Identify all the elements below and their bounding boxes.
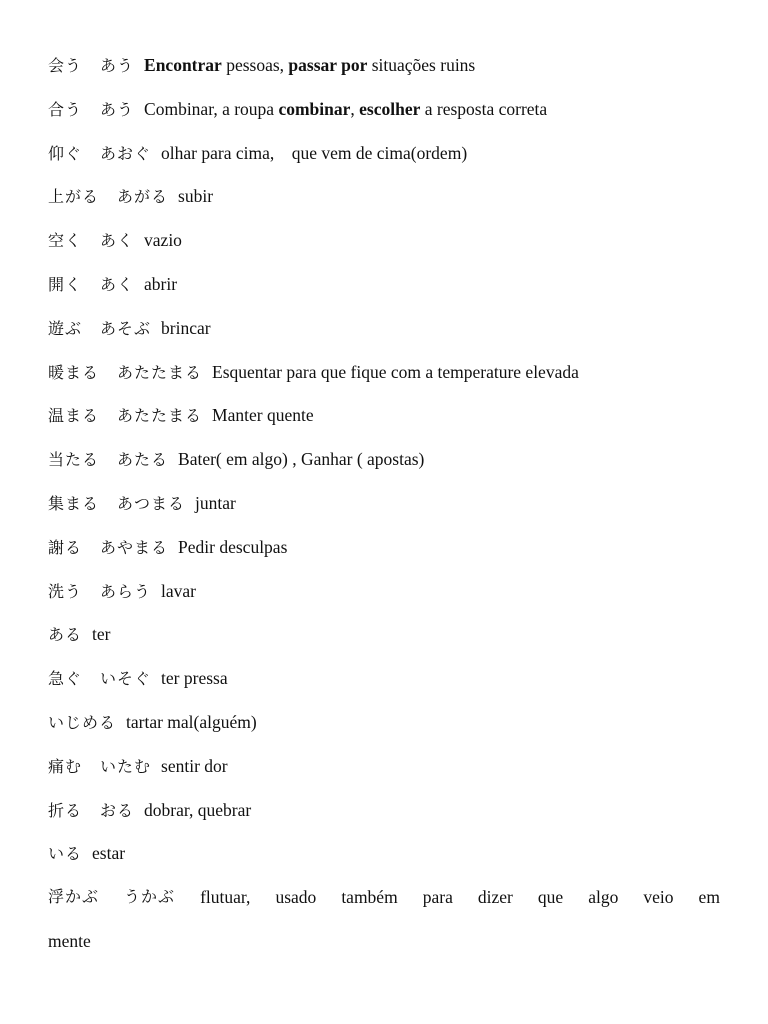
entry-kana: あやまる — [100, 537, 169, 557]
vocab-entry — [48, 707, 720, 751]
meaning-emphasis: escolher — [359, 98, 421, 119]
meaning-text: pessoas, — [221, 55, 289, 75]
entry-kana: あく — [100, 274, 135, 294]
entry-meaning: brincar — [161, 317, 211, 338]
meaning-word: que — [537, 887, 564, 908]
entry-meaning: Bater( em algo) , Ganhar ( apostas) — [178, 449, 425, 470]
meaning-text: Combinar, a roupa — [144, 98, 279, 119]
entry-kana: あたたまる — [117, 362, 203, 382]
entry-kana: あおぐ — [100, 143, 152, 163]
meaning-word: em — [698, 887, 720, 908]
entry-kana: あう — [100, 56, 135, 75]
entry-kanji: 遊ぶ — [48, 318, 83, 338]
meaning-word: para — [422, 887, 453, 908]
vocab-entry — [48, 181, 720, 225]
meaning-text: situações ruins — [367, 55, 476, 75]
entry-meaning: Esquentar para que fique com a temperature elevada — [212, 361, 579, 382]
entry-kanji: 痛む — [48, 756, 83, 776]
vocab-entry — [48, 795, 720, 839]
vocab-entry — [48, 838, 720, 882]
entry-kana: あたる — [117, 450, 169, 470]
vocab-entry — [48, 444, 720, 488]
entry-kanji: 暖まる — [48, 362, 100, 382]
entry-meaning: subir — [178, 186, 214, 207]
entry-kana: あつまる — [117, 493, 186, 513]
vocab-entry — [48, 751, 720, 795]
vocab-entry — [48, 225, 720, 269]
entry-kanji: 合う — [48, 99, 83, 119]
vocab-entry — [48, 269, 720, 313]
vocab-entry — [48, 50, 720, 94]
entry-kana: おる — [100, 800, 135, 820]
entry-meaning: Pedir desculpas — [178, 536, 288, 557]
entry-kana: いそぐ — [100, 669, 152, 689]
entry-meaning: estar — [92, 843, 126, 864]
meaning-text: a resposta correta — [420, 98, 548, 119]
entry-kana: いる — [48, 844, 83, 864]
entry-meaning: abrir — [144, 273, 178, 294]
vocab-entry — [48, 882, 720, 970]
entry-meaning: tartar mal(alguém) — [126, 711, 257, 732]
entry-meaning: vazio — [144, 230, 182, 251]
entry-meaning: dobrar, quebrar — [144, 799, 252, 820]
entry-kanji: 浮かぶ — [48, 887, 100, 907]
entry-kanji: 温まる — [48, 406, 100, 426]
entry-kana: あう — [100, 99, 135, 119]
entry-kanji: 謝る — [48, 537, 83, 557]
entry-meaning: olhar para cima, que vem de cima(ordem) — [161, 142, 468, 163]
vocab-entry — [48, 663, 720, 707]
entry-meaning — [144, 99, 547, 119]
entry-kana: ある — [48, 625, 83, 645]
entry-kana: あく — [100, 231, 135, 251]
entry-meaning: ter pressa — [161, 668, 228, 689]
vocabulary-list — [48, 50, 720, 970]
meaning-word: usado — [275, 887, 317, 908]
entry-kana: いたむ — [100, 756, 152, 776]
entry-kanji: 上がる — [48, 187, 100, 207]
vocab-entry — [48, 619, 720, 663]
meaning-text: , — [350, 98, 360, 119]
entry-kanji: 会う — [48, 56, 83, 75]
vocab-entry — [48, 94, 720, 138]
entry-kana: あがる — [117, 187, 169, 207]
meaning-emphasis: combinar — [278, 98, 351, 119]
vocab-entry — [48, 138, 720, 182]
entry-line — [48, 882, 720, 926]
entry-meaning: juntar — [195, 492, 236, 513]
entry-meaning: lavar — [161, 580, 197, 601]
entry-meaning-continuation: mente — [48, 931, 91, 952]
entry-kana: うかぶ — [124, 887, 176, 907]
meaning-emphasis: passar por — [288, 55, 368, 75]
meaning-word: dizer — [477, 887, 513, 908]
entry-kanji: 空く — [48, 231, 83, 251]
meaning-word: flutuar, — [200, 887, 251, 908]
entry-kanji: 仰ぐ — [48, 143, 83, 163]
entry-kanji: 集まる — [48, 493, 100, 513]
vocab-entry — [48, 313, 720, 357]
entry-meaning: ter — [92, 624, 111, 645]
entry-kanji: 開く — [48, 274, 83, 294]
vocab-entry — [48, 576, 720, 620]
entry-kana: あそぶ — [100, 318, 152, 338]
entry-meaning — [144, 55, 475, 75]
vocab-entry — [48, 400, 720, 444]
vocab-entry — [48, 532, 720, 576]
entry-kanji: 洗う — [48, 581, 83, 601]
entry-kana: いじめる — [48, 712, 117, 732]
entry-kana: あらう — [100, 581, 152, 601]
meaning-word: algo — [588, 887, 619, 908]
meaning-emphasis: Encontrar — [144, 55, 222, 75]
entry-kanji: 折る — [48, 800, 83, 820]
meaning-word: também — [341, 887, 398, 908]
vocab-entry — [48, 357, 720, 401]
entry-kana: あたたまる — [117, 406, 203, 426]
entry-kanji: 急ぐ — [48, 669, 83, 689]
entry-meaning: sentir dor — [161, 755, 228, 776]
vocab-entry — [48, 488, 720, 532]
entry-kanji: 当たる — [48, 450, 100, 470]
meaning-word: veio — [643, 887, 674, 908]
entry-meaning: Manter quente — [212, 405, 314, 426]
